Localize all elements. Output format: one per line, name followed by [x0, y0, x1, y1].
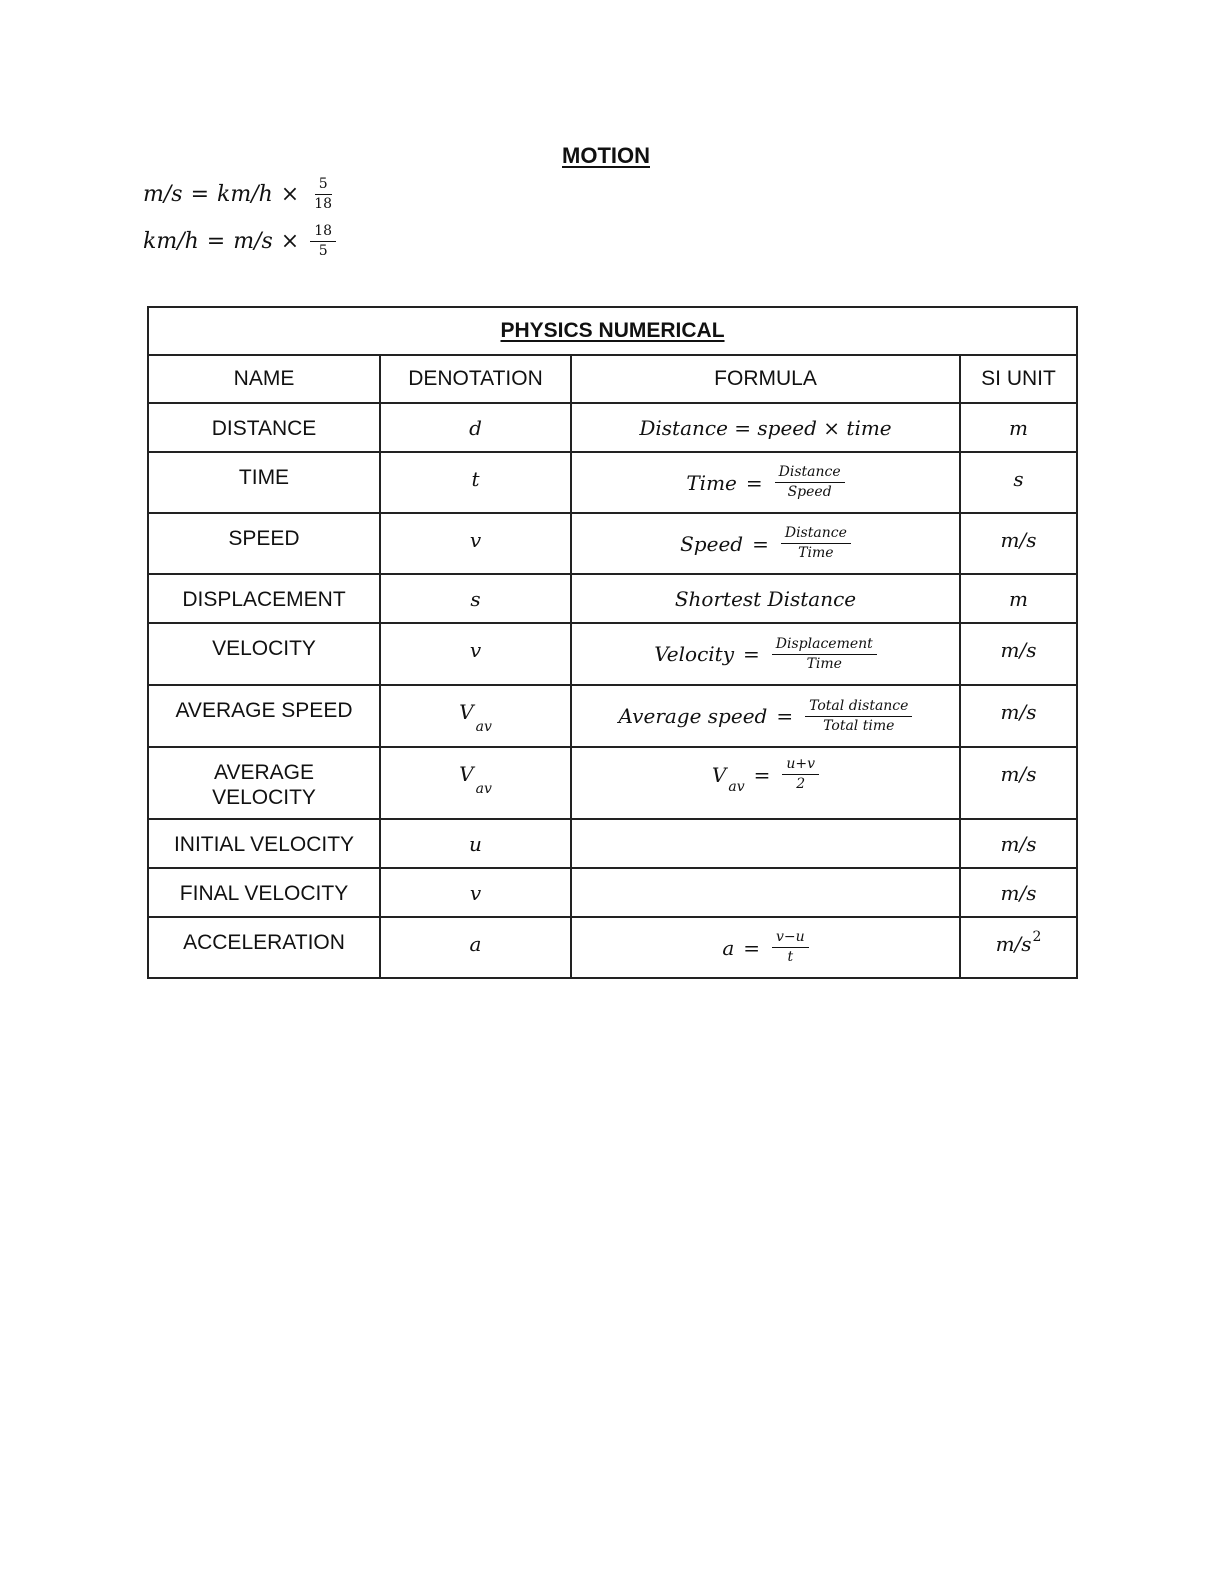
fraction-denominator: 5 [318, 243, 328, 259]
table-row [148, 747, 1077, 819]
quantity-formula: Velocity = $\frac{\text{Displacement}}{\text{Time}}$ [654, 636, 877, 673]
quantity-name: DISTANCE [148, 403, 380, 452]
fraction-denominator: 18 [314, 196, 333, 212]
conversion-lhs: m/s [143, 182, 183, 207]
formula-lhs: Speed [680, 531, 744, 556]
conversion-op: × [280, 182, 300, 207]
quantity-symbol: t [380, 452, 571, 513]
fraction-denominator: Total time [823, 717, 895, 734]
quantity-name: VELOCITY [148, 623, 380, 685]
conversion-formula-ms: m/s = km/h × $\frac{5}{18}$ [143, 176, 336, 213]
symbol-base: V [459, 700, 474, 724]
conversion-rhs: km/h [217, 182, 273, 207]
formula-fraction [775, 464, 845, 501]
physics-table [147, 306, 1078, 979]
quantity-symbol: d [380, 403, 571, 452]
symbol-subscript: av [475, 781, 492, 797]
formula-fraction [781, 525, 851, 562]
table-row [148, 623, 1077, 685]
table-row [148, 917, 1077, 978]
quantity-symbol: a [380, 917, 571, 978]
fraction-numerator: Distance [775, 464, 845, 483]
quantity-formula-empty [571, 819, 960, 868]
quantity-unit: m/s [960, 747, 1077, 819]
formula-lhs: Average speed [618, 704, 768, 728]
column-header-name: NAME [148, 355, 380, 403]
quantity-name: INITIAL VELOCITY [148, 819, 380, 868]
fraction-numerator: Total distance [805, 698, 912, 717]
formula-fraction [772, 929, 809, 966]
fraction-denominator: 2 [796, 776, 806, 792]
quantity-unit: m [960, 403, 1077, 452]
quantity-symbol [380, 747, 571, 819]
formula-lhs: Velocity [654, 642, 735, 666]
fraction-denominator: Time [806, 655, 842, 672]
fraction-denominator: Speed [787, 484, 832, 500]
fraction-numerator: Displacement [772, 636, 877, 655]
fraction-numerator: v−u [772, 929, 809, 948]
quantity-unit: s [960, 452, 1077, 513]
fraction-numerator: 5 [315, 176, 332, 195]
quantity-formula-empty [571, 868, 960, 917]
formula-fraction [782, 756, 819, 793]
table-row [148, 452, 1077, 513]
unit-superscript: 2 [1032, 929, 1042, 945]
formula-lhs: a [722, 935, 735, 960]
quantity-name: AVERAGE SPEED [148, 685, 380, 747]
quantity-name: TIME [148, 452, 380, 513]
quantity-formula: Time = $\frac{\text{Distance}}{\text{Speed}}$ [686, 464, 844, 501]
quantity-name: DISPLACEMENT [148, 574, 380, 623]
table-row [148, 868, 1077, 917]
quantity-formula: a = $\frac{v-u}{t}$ [722, 929, 808, 966]
page-title: MOTION [562, 143, 650, 168]
quantity-symbol: s [380, 574, 571, 623]
quantity-name: SPEED [148, 513, 380, 574]
conversion-fraction [310, 176, 336, 213]
conversion-rhs: m/s [233, 229, 273, 254]
column-header-denotation: DENOTATION [380, 355, 571, 403]
table-row [148, 513, 1077, 574]
formula-fraction [772, 636, 877, 673]
fraction-denominator: Time [798, 545, 834, 561]
conversion-fraction [310, 223, 336, 260]
table-row [148, 574, 1077, 623]
quantity-formula: Shortest Distance [674, 586, 857, 611]
formula-fraction [805, 698, 912, 735]
conversion-lhs: km/h [143, 229, 199, 254]
quantity-symbol: v [380, 623, 571, 685]
quantity-name-line: AVERAGE [214, 761, 314, 784]
symbol-subscript: av [475, 719, 492, 735]
quantity-symbol: v [380, 513, 571, 574]
formula-lhs: V [711, 762, 727, 787]
column-header-formula: FORMULA [571, 355, 960, 403]
quantity-unit: m/s [960, 623, 1077, 685]
table-caption: PHYSICS NUMERICAL [148, 307, 1077, 355]
quantity-formula: V av = $\frac{u+v}{2}$ [712, 756, 819, 793]
column-header-si-unit: SI UNIT [960, 355, 1077, 403]
quantity-formula: Average speed = $\frac{\text{Total distance}}{\text{Total time}}$ [619, 698, 913, 735]
fraction-numerator: u+v [782, 756, 819, 775]
fraction-numerator: Distance [781, 525, 851, 544]
table-row [148, 403, 1077, 452]
formula-lhs-subscript: av [728, 778, 745, 795]
quantity-unit: m/s [960, 819, 1077, 868]
quantity-name-line: VELOCITY [212, 786, 316, 809]
quantity-symbol: v [380, 868, 571, 917]
quantity-symbol: u [380, 819, 571, 868]
quantity-unit [960, 917, 1077, 978]
symbol-base: V [459, 762, 474, 786]
table-row [148, 819, 1077, 868]
fraction-denominator: t [787, 949, 794, 965]
quantity-unit: m/s [960, 513, 1077, 574]
unit-base: m/s [995, 932, 1032, 956]
quantity-formula: Distance = speed × time [639, 415, 892, 440]
formula-lhs: Time [686, 470, 737, 495]
quantity-unit: m [960, 574, 1077, 623]
fraction-numerator: 18 [310, 223, 336, 242]
conversion-formula-kmh: km/h = m/s × $\frac{18}{5}$ [143, 223, 336, 260]
quantity-symbol [380, 685, 571, 747]
conversion-op: × [280, 229, 300, 254]
quantity-name: ACCELERATION [148, 917, 380, 978]
quantity-name [148, 747, 380, 819]
table-row [148, 685, 1077, 747]
quantity-unit: m/s [960, 685, 1077, 747]
quantity-unit: m/s [960, 868, 1077, 917]
quantity-name: FINAL VELOCITY [148, 868, 380, 917]
quantity-formula: Speed = $\frac{\text{Distance}}{\text{Time}}$ [680, 525, 851, 562]
table-header-row [148, 355, 1077, 403]
